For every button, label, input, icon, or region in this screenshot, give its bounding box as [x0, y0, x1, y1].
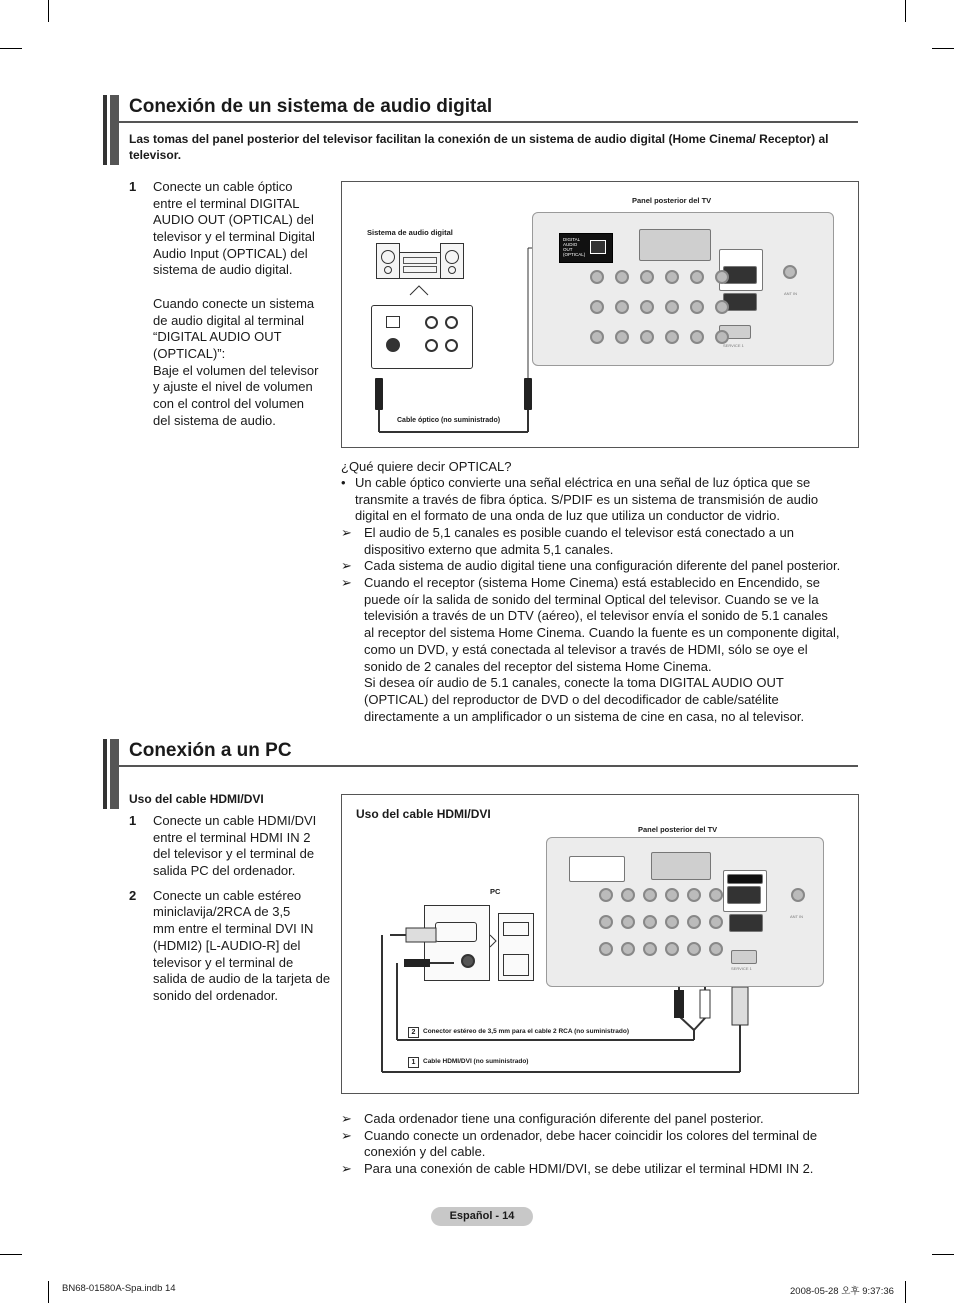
rca-jack: [690, 330, 704, 344]
audio-jack: [425, 316, 438, 329]
cable-label: Conector estéreo de 3,5 mm para el cable 2 RCA (no suministrado): [423, 1028, 630, 1035]
arrow-icon: ➢: [341, 525, 352, 540]
rca-jack: [715, 270, 729, 284]
crop-mark: [0, 48, 22, 49]
ant-in-jack: [791, 888, 805, 902]
diagram-title: Uso del cable HDMI/DVI: [356, 807, 491, 821]
hdmi-port: [727, 886, 761, 904]
crop-mark: [905, 0, 906, 22]
text-line: como un DVD, y está conectada al televisor a través de HDMI, sólo se oye el: [364, 641, 808, 657]
arrow-icon: ➢: [341, 1127, 352, 1143]
rca-jack: [715, 330, 729, 344]
rca-jack: [687, 942, 701, 956]
rca-jack: [615, 330, 629, 344]
text-line: Cuando conecte un ordenador, debe hacer coincidir los colores del terminal de: [364, 1127, 818, 1143]
rca-jack: [709, 915, 723, 929]
section-rule: [119, 121, 858, 123]
text-line: sonido de 2 canales del receptor del sistema Home Cinema.: [364, 658, 712, 674]
text-line: puede oír la salida de sonido del terminal Optical del televisor. Cuando se ve la: [364, 591, 819, 607]
note-text: [364, 575, 840, 725]
note-text: [364, 525, 794, 558]
rca-jack: [665, 300, 679, 314]
arrow-icon: ➢: [341, 558, 352, 574]
rca-jack: [690, 300, 704, 314]
step-1: [129, 179, 329, 439]
pc-in-port: [651, 852, 711, 880]
text-line: televisor y el terminal Digital: [153, 229, 315, 245]
section-bar: [103, 739, 107, 809]
section-intro: Las tomas del panel posterior del televisor facilitan la conexión de un sistema de audio digital (Home Cinema/ Receptor) al televisor.: [129, 132, 829, 162]
text-line: entre el terminal DIGITAL: [153, 195, 300, 211]
rca-jack: [590, 270, 604, 284]
text-line: sistema de audio digital.: [153, 262, 293, 278]
cable-number: 1: [408, 1057, 419, 1068]
section-subtitle: Uso del cable HDMI/DVI: [129, 792, 264, 806]
rca-jack: [599, 888, 613, 902]
text-line: Conecte un cable óptico: [153, 179, 293, 194]
cable-label: Cable óptico (no suministrado): [397, 417, 501, 424]
step-number: 2: [129, 887, 137, 903]
section-title: Conexión de un sistema de audio digital: [129, 96, 493, 117]
audio-jack: [425, 339, 438, 352]
note-text: [364, 558, 840, 575]
text-line: mm entre el terminal DVI IN: [153, 921, 314, 937]
tv-rear-panel: ANT IN SERVICE 1: [546, 837, 824, 987]
cable-number: 2: [408, 1027, 419, 1038]
rca-jack: [665, 270, 679, 284]
rca-jack: [665, 888, 679, 902]
text-line: Cuando conecte un sistema: [153, 295, 315, 311]
text-line: Conecte un cable estéreo: [153, 887, 302, 903]
rca-jack: [590, 330, 604, 344]
rca-jack: [687, 915, 701, 929]
step-number: 1: [129, 179, 137, 194]
text-line: Cuando el receptor (sistema Home Cinema) está establecido en Encendido, se: [364, 575, 820, 591]
rca-jack: [621, 942, 635, 956]
crop-mark: [932, 1254, 954, 1255]
rca-jack: [643, 888, 657, 902]
step-number: 1: [129, 813, 137, 828]
text-line: (OPTICAL)”:: [153, 345, 226, 361]
hdmi-port: [729, 914, 763, 932]
section-title: Conexión a un PC: [129, 740, 292, 761]
crop-mark: [48, 1281, 49, 1303]
usb-port: [731, 950, 757, 964]
section-bar: [103, 95, 107, 165]
rca-jack: [621, 888, 635, 902]
arrow-icon: ➢: [341, 1111, 352, 1126]
audio-system-panel: [371, 305, 473, 369]
rca-jack: [590, 300, 604, 314]
pc-label: PC: [490, 887, 501, 896]
text-line: directamente a un amplificador o un sistema de cine en casa, no al televisor.: [364, 708, 805, 724]
text-line: “DIGITAL AUDIO OUT: [153, 329, 282, 345]
footer-timestamp: 2008-05-28 오후 9:37:36: [790, 1286, 894, 1297]
text-line: (OPTICAL) del reproductor de DVD o del decodificador de cable/satélite: [364, 691, 779, 707]
rca-jack: [615, 270, 629, 284]
text-line: salida PC del ordenador.: [153, 863, 296, 879]
crop-mark: [0, 1254, 22, 1255]
pc-in-port: [639, 229, 711, 261]
text-line: Conecte un cable HDMI/DVI: [153, 813, 317, 828]
arrow-icon: ➢: [341, 1161, 352, 1177]
optical-input-port: [386, 316, 400, 328]
text-line: televisión a través de un DTV (aéreo), el televisor envía el sonido de 5.1 canales: [364, 608, 828, 624]
audio-jack: [445, 339, 458, 352]
tv-panel-label: Panel posterior del TV: [632, 196, 712, 205]
page-number: Español - 14: [431, 1207, 533, 1226]
coax-jack: [386, 338, 400, 352]
step-text: [153, 813, 316, 880]
text-line: Si desea oír audio de 5.1 canales, conecte la toma DIGITAL AUDIO OUT: [364, 675, 784, 691]
text-line: salida de audio de la tarjeta de: [153, 971, 331, 987]
section-rule: [119, 765, 858, 767]
text-line: Cada sistema de audio digital tiene una configuración diferente del panel posterior.: [364, 558, 841, 574]
step-text: [153, 179, 318, 429]
rca-jack: [643, 942, 657, 956]
note-text: [364, 1161, 813, 1178]
text-line: miniclavija/2RCA de 3,5: [153, 904, 291, 920]
cable-label: Cable HDMI/DVI (no suministrado): [423, 1058, 529, 1065]
rca-jack: [615, 300, 629, 314]
rca-jack: [709, 942, 723, 956]
crop-mark: [905, 1281, 906, 1303]
text-line: al receptor del sistema Home Cinema. Cuando la fuente es un componente digital,: [364, 625, 840, 641]
rca-jack: [690, 270, 704, 284]
text-line: televisor y el terminal de: [153, 954, 294, 970]
note-text: [364, 1111, 764, 1128]
rca-jack: [640, 300, 654, 314]
crop-mark: [932, 48, 954, 49]
rca-jack: [599, 942, 613, 956]
text-line: con el control del volumen: [153, 395, 305, 411]
audio-system-label: Sistema de audio digital: [367, 228, 453, 237]
tv-panel-label: Panel posterior del TV: [638, 825, 718, 834]
rca-jack: [665, 915, 679, 929]
rca-jack: [715, 300, 729, 314]
text-line: del sistema de audio.: [153, 412, 276, 428]
hdmi-label-bar: [727, 874, 763, 884]
text-line: de audio digital al terminal: [153, 312, 305, 328]
text-line: conexión y del cable.: [364, 1144, 486, 1160]
rca-jack: [665, 330, 679, 344]
text-line: Cada ordenador tiene una configuración diferente del panel posterior.: [364, 1111, 764, 1126]
text-line: Un cable óptico convierte una señal eléctrica en una señal de luz óptica que se: [355, 475, 811, 490]
text-line: y ajuste el nivel de volumen: [153, 379, 313, 395]
bullet-text: [355, 475, 818, 525]
rca-jack: [687, 888, 701, 902]
arrow-icon: ➢: [341, 575, 352, 591]
crop-mark: [48, 0, 49, 22]
text-line: Audio Input (OPTICAL) del: [153, 245, 308, 261]
rca-jack: [640, 270, 654, 284]
text-line: digital en el formato de una onda de luz que utiliza un conductor de vidrio.: [355, 508, 780, 524]
optical-plug-left: [375, 378, 383, 410]
rca-jack: [640, 330, 654, 344]
section-bar: [110, 739, 119, 809]
text-line: del televisor y el terminal de: [153, 846, 315, 862]
rca-jack: [643, 915, 657, 929]
rca-jack: [599, 915, 613, 929]
optical-plug-right: [524, 378, 532, 410]
text-line: AUDIO OUT (OPTICAL) del: [153, 212, 314, 228]
bullet-glyph: •: [341, 475, 346, 490]
text-line: entre el terminal HDMI IN 2: [153, 829, 311, 845]
rca-jack: [665, 942, 679, 956]
text-line: transmite a través de fibra óptica. S/PDIF es un sistema de transmisión de audio: [355, 491, 819, 507]
digital-audio-out-port: DIGITAL AUDIO OUT (OPTICAL): [559, 233, 613, 263]
digital-audio-out-port: [569, 856, 625, 882]
ant-in-jack: [783, 265, 797, 279]
optical-question: ¿Qué quiere decir OPTICAL?: [341, 459, 512, 474]
text-line: El audio de 5,1 canales es posible cuando el televisor está conectado a un: [364, 525, 795, 540]
text-line: sonido del ordenador.: [153, 987, 279, 1003]
text-line: Para una conexión de cable HDMI/DVI, se debe utilizar el terminal HDMI IN 2.: [364, 1161, 814, 1177]
footer-file: BN68-01580A-Spa.indb 14: [62, 1283, 176, 1294]
audio-jack: [445, 316, 458, 329]
section-bar: [110, 95, 119, 165]
step-text: [153, 888, 330, 1005]
rca-jack: [621, 915, 635, 929]
text-line: [153, 279, 318, 296]
rca-jack: [709, 888, 723, 902]
text-line: Baje el volumen del televisor: [153, 362, 319, 378]
tv-rear-panel: DIGITAL AUDIO OUT (OPTICAL) ANT IN SERVICE 1: [532, 212, 834, 366]
audio-diagram: [341, 181, 859, 448]
note-text: [364, 1128, 817, 1161]
text-line: (HDMI2) [L-AUDIO-R] del: [153, 937, 301, 953]
text-line: dispositivo externo que admita 5,1 canales.: [364, 541, 614, 557]
